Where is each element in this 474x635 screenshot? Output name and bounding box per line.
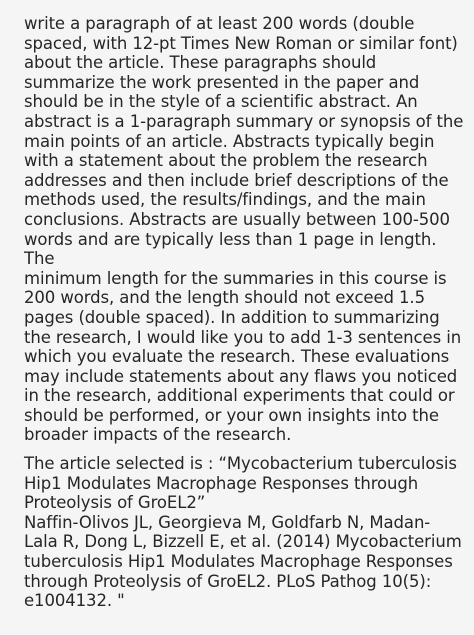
document-body (24, 14, 468, 611)
instructions-paragraph: write a paragraph of at least 200 words (double spaced, with 12-pt Times New Roman or similar font) about the article. These paragraphs should summarize the work presented in the paper and should be in the style of a scientific abstract. An abstract is a 1-paragraph summary or synopsis of the main points of an article. Abstracts typically begin with a statement about the problem the research addresses and then include brief descriptions of the methods used, the results/findings, and the main conclusions. Abstracts are usually between 100-500 words and are typically less than 1 page in length. The minimum length for the summaries in this course is 200 words, and the length should not exceed 1.5 pages (double spaced). In addition to summarizing the research, I would like you to add 1-3 sentences in which you evaluate the research. These evaluations may include statements about any flaws you noticed in the research, additional experiments that could or should be performed, or your own insights into the broader impacts of the research. (24, 14, 464, 445)
article-citation-paragraph: The article selected is : “Mycobacterium tuberculosis Hip1 Modulates Macrophage Responses through Proteolysis of GroEL2” Naffin-Olivos JL, Georgieva M, Goldfarb N, Madan- Lala R, Dong L, Bizzell E, et al. (2014) Mycobacterium tuberculosis Hip1 Modulates Macrophage Responses through Proteolysis of GroEL2. PLoS Pathog 10(5): e1004132. " (24, 454, 462, 611)
